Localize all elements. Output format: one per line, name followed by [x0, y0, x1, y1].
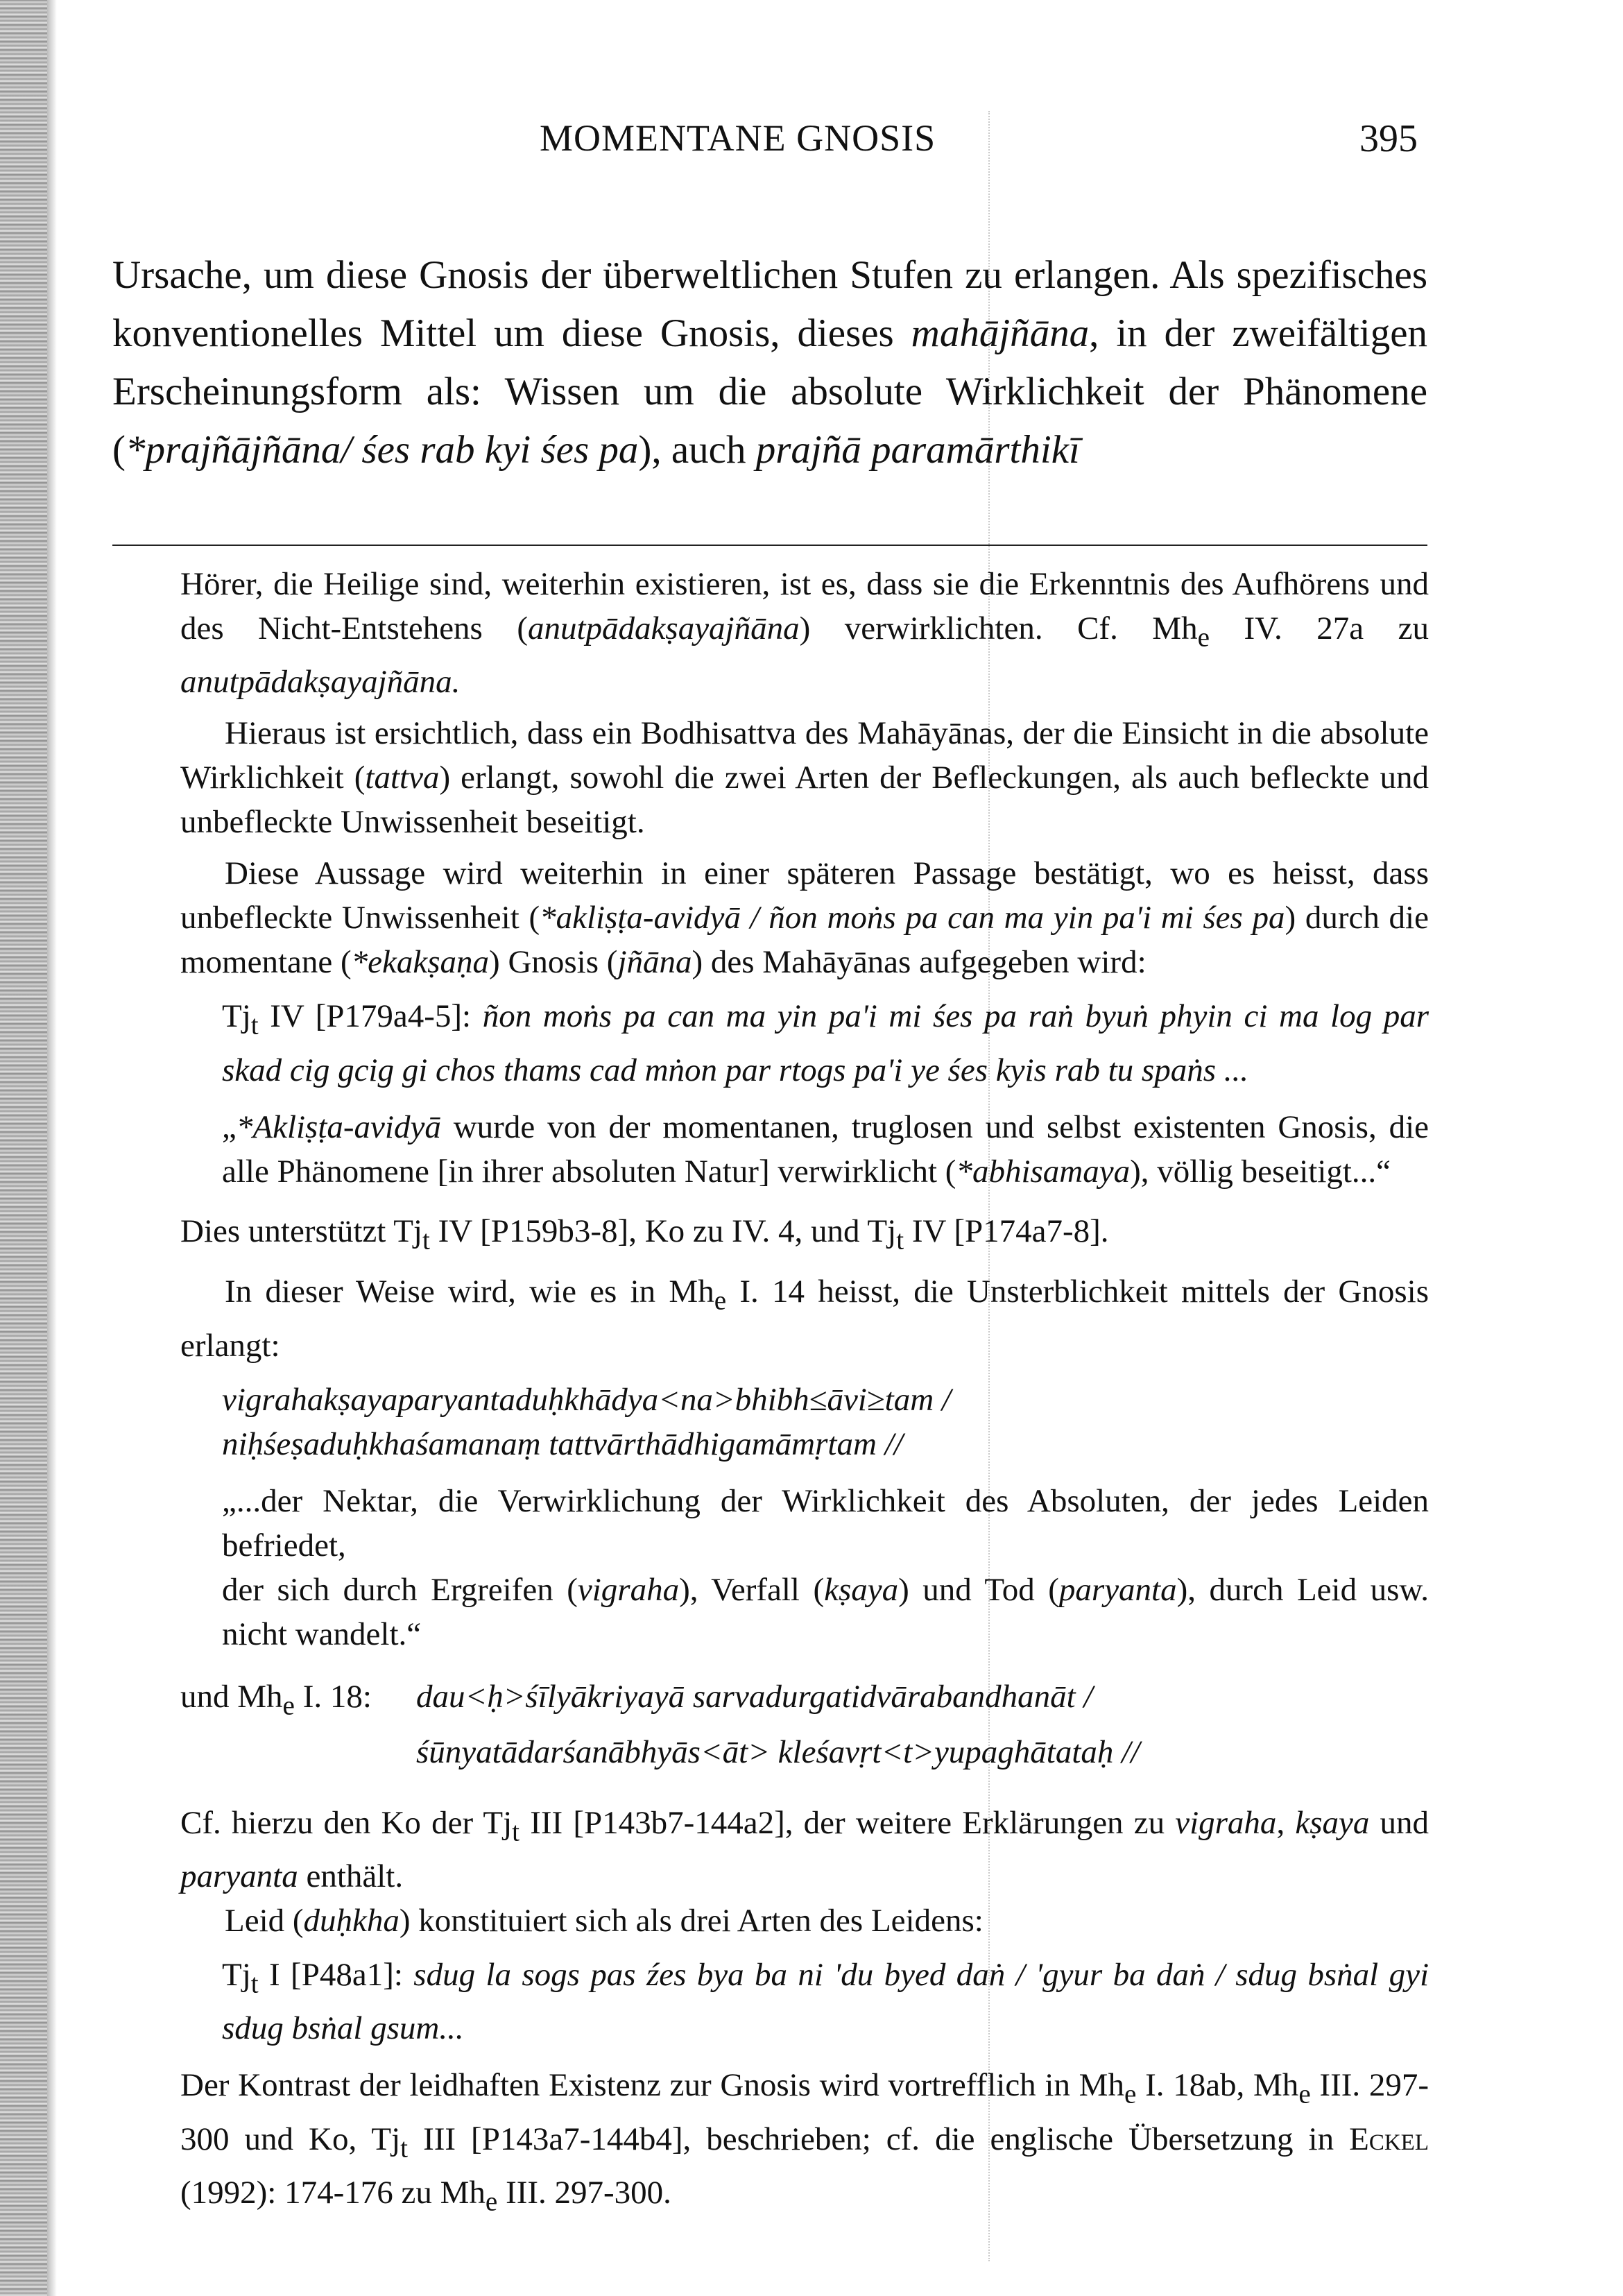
running-header: [0, 117, 1623, 172]
verse-1-line-1: vigrahakṣayaparyantaduḥkhādya<na>bhibh≤āvi≥tam /: [222, 1381, 951, 1418]
german-translation-1: „*Akliṣṭa-avidyā wurde von der momentanen, truglosen und selbst existenten Gnosis, die alle Phänomene [in ihrer absoluten Natur] verwirklicht (*abhisamaya), völlig beseitigt...“: [222, 1108, 1429, 1190]
footnote-paragraph-5: In dieser Weise wird, wie es in $Mh_e$ I. 14 heisst, die Unsterblichkeit mittels der Gnosis erlangt:: [180, 1274, 1429, 1364]
sanskrit-verse-1: [222, 1378, 1429, 1466]
tibetan-quote-1: $Tj_t$ IV [P179a4-5]: ñon moṅs pa can ma yin pa'i mi śes pa raṅ byuṅ phyin ci ma log par skad cig gcig gi chos thams cad mṅon par rtogs pa'i ye śes kyis rab tu spaṅs ...: [222, 998, 1429, 1088]
footnote-paragraph-7: Leid (duḥkha) konstituiert sich als drei Arten des Leidens:: [225, 1902, 984, 1939]
book-spine-shadow: [0, 0, 47, 2296]
footnote-paragraph-3: Diese Aussage wird weiterhin in einer späteren Passage bestätigt, wo es heisst, dass unbefleckte Unwissenheit (*akliṣṭa-avidyā / ñon moṅs pa can ma yin pa'i mi śes pa) durch die momentane (*ekakṣaṇa) Gnosis (jñāna) des Mahāyānas aufgegeben wird:: [180, 855, 1429, 981]
german-translation-2: [222, 1479, 1429, 1656]
footnote-paragraph-2: Hieraus ist ersichtlich, dass ein Bodhisattva des Mahāyānas, der die Einsicht in die absolute Wirklichkeit (tattva) erlangt, sowohl die zwei Arten der Befleckungen, als auch befleckte und unbefleckte Unwissenheit beseitigt.: [180, 715, 1429, 841]
verse-2-line-2: śūnyatādarśanābhyās<āt> kleśavṛt<t>yupaghātataḥ //: [416, 1733, 1140, 1770]
running-title: MOMENTANE GNOSIS: [540, 117, 936, 159]
page-number: 395: [1359, 117, 1418, 160]
footnote-paragraph-6: Cf. hierzu den Ko der $Tj_t$ III [P143b7-144a2], der weitere Erklärungen zu vigraha, kṣaya und paryanta enthält.: [180, 1804, 1429, 1894]
sanskrit-verse-2: [180, 1674, 1429, 1785]
translation-2-line-2: der sich durch Ergreifen (vigraha), Verfall (kṣaya) und Tod (paryanta), durch Leid usw. nicht wandelt.“: [222, 1571, 1429, 1652]
footnote-paragraph-4: Dies unterstützt $Tj_t$ IV [P159b3-8], Ko zu IV. 4, und $Tj_t$ IV [P174a7-8].: [180, 1213, 1109, 1256]
book-spine-edge: [47, 0, 57, 2296]
footnote-block: [180, 562, 1429, 2225]
verse-2-line-1: dau<ḥ>śīlyākriyayā sarvadurgatidvārabandhanāt /: [416, 1678, 1093, 1715]
verse-2-label: und $Mh_e$ I. 18:: [180, 1678, 372, 1720]
tibetan-quote-2: $Tj_t$ I [P48a1]: sdug la sogs pas źes bya ba ni 'du byed daṅ / 'gyur ba daṅ / sdug bsṅal gyi sdug bsṅal gsum...: [222, 1956, 1429, 2047]
main-text-paragraph: Ursache, um diese Gnosis der überweltlichen Stufen zu erlangen. Als spezifisches konventionelles Mittel um diese Gnosis, dieses mahājñāna, in der zweifältigen Erscheinungsform als: Wissen um die absolute Wirklichkeit der Phänomene (*prajñājñāna/ śes rab kyi śes pa), auch prajñā paramārthikī: [112, 253, 1427, 472]
footnote-separator-rule: [112, 545, 1427, 546]
verse-1-line-2: niḥśeṣaduḥkhaśamanaṃ tattvārthādhigamāmṛtam //: [222, 1425, 903, 1462]
translation-2-line-1: „...der Nektar, die Verwirklichung der Wirklichkeit des Absoluten, der jedes Leiden befriedet,: [222, 1482, 1429, 1563]
footnote-paragraph-8: Der Kontrast der leidhaften Existenz zur Gnosis wird vortrefflich in $Mh_e$ I. 18ab, $Mh_e$ III. 297-300 und Ko, $Tj_t$ III [P143a7-144b4], beschrieben; cf. die englische Übersetzung in Eckel (1992): 174-176 zu $Mh_e$ III. 297-300.: [180, 2067, 1429, 2217]
footnote-paragraph-1: Hörer, die Heilige sind, weiterhin existieren, ist es, dass sie die Erkenntnis des Aufhörens und des Nicht-Entstehens (anutpādakṣayajñāna) verwirklichten. Cf. $Mh_e$ IV. 27a zu anutpādakṣayajñāna.: [180, 566, 1429, 701]
